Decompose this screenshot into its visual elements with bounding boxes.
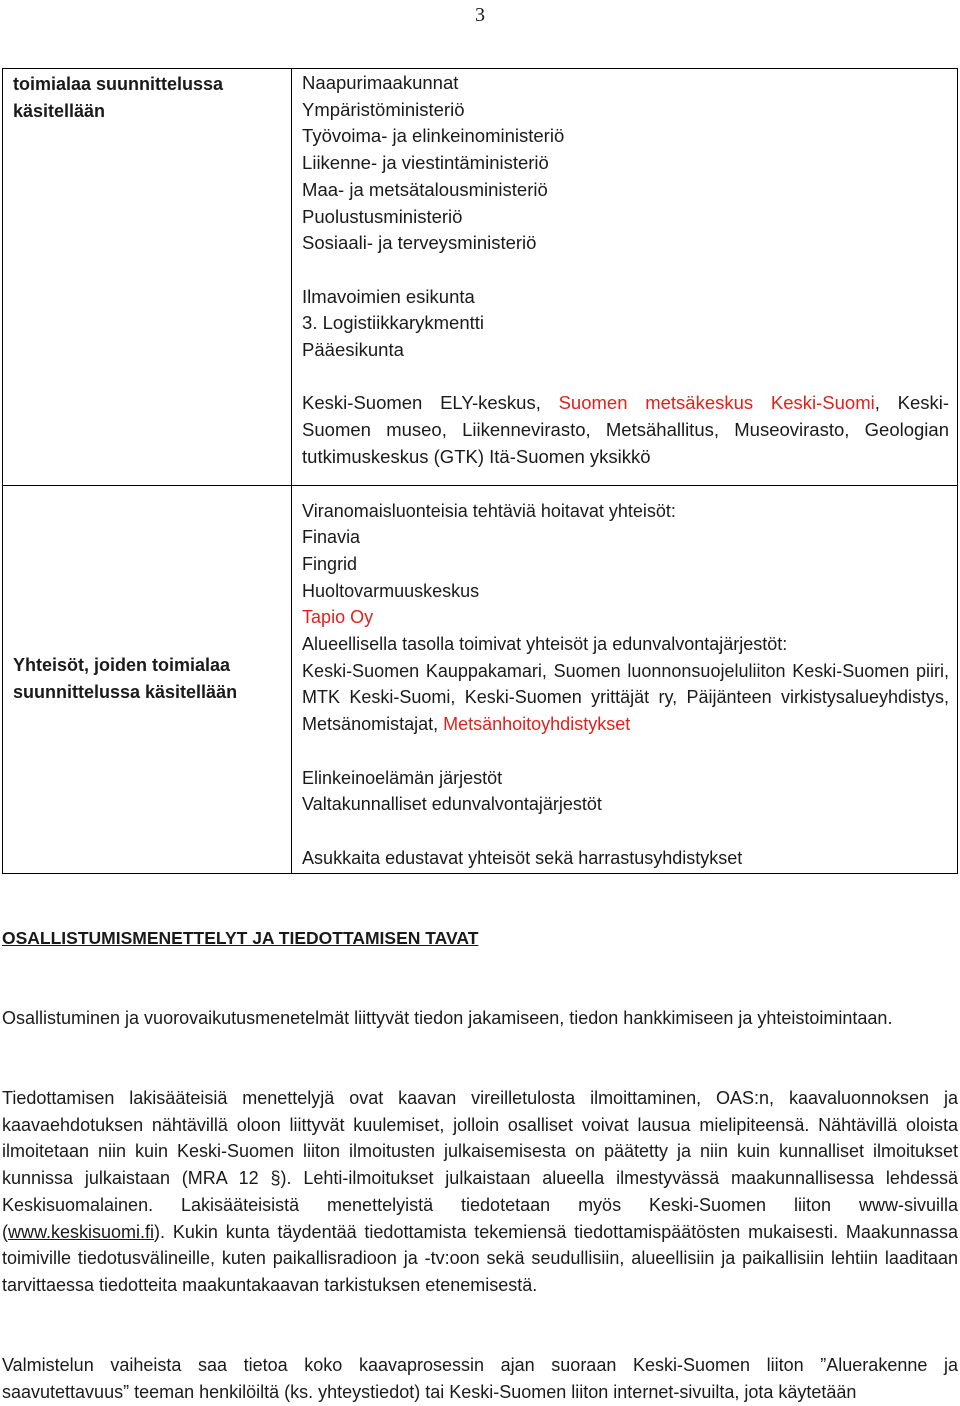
row-label-line: suunnittelussa käsitellään — [13, 682, 238, 703]
table-row-authorities — [3, 69, 958, 486]
paragraph-text: Valmistelun vaiheista saa tietoa koko kaavaprosessin ajan suoraan Keski-Suomen liiton ”Aluerakenne ja saavutettavuus” teeman henkilöiltä (ks. yhteystiedot) tai Keski-Suomen liiton internet-sivuilta, jota käytetään — [2, 1355, 958, 1402]
agencies-text: Keski-Suomen ELY-keskus, — [302, 392, 559, 414]
paragraph-text-part: ). Kukin kunta täydentää tiedottamista tekemiensä tiedottamispäätösten mukaisesti. Maakunnassa toimiville tiedotusvälineille, kuten paikallisradioon ja -tv:oon sekä seudullisiin, alueellisiin ja paikallisiin lehtiin laaditaan tarvittaessa tiedotteita maakuntakaavan tarkistuksen etenemisestä. — [2, 1221, 958, 1295]
list-item: Naapurimaakunnat — [302, 72, 459, 93]
ministries-list — [292, 69, 957, 485]
row-label-line: Yhteisöt, joiden toimialaa — [13, 655, 231, 676]
row-label-cell — [3, 69, 292, 486]
paragraph-text: Osallistuminen ja vuorovaikutusmenetelmät liittyvät tiedon jakamiseen, tiedon hankkimiseen ja yhteistoimintaan. — [2, 1008, 893, 1028]
page-number: 3 — [475, 4, 485, 26]
table-row-communities — [3, 485, 958, 874]
row-label — [3, 652, 291, 706]
row-content-cell — [292, 485, 958, 874]
list-item: Huoltovarmuuskeskus — [302, 580, 480, 601]
list-item: Asukkaita edustavat yhteisöt sekä harrastusyhdistykset — [302, 847, 743, 868]
list-item: Työvoima- ja elinkeinoministeriö — [302, 125, 565, 147]
regional-heading: Alueellisella tasolla toimivat yhteisöt ja edunvalvontajärjestöt: — [302, 634, 788, 655]
list-item: Elinkeinoelämän järjestöt — [302, 767, 503, 788]
list-item: Ympäristöministeriö — [302, 98, 465, 120]
list-item: Finavia — [302, 527, 361, 548]
agencies-text: , Keski-Suomen museo, Liikennevirasto, Metsähallitus, Museovirasto, Geologian tutkimuskeskus (GTK) Itä-Suomen yksikkö — [302, 392, 949, 467]
paragraph-1 — [2, 1005, 958, 1032]
paragraph-3 — [2, 1352, 958, 1405]
row-label — [3, 69, 291, 125]
row-label-line: toimialaa suunnittelussa — [13, 74, 224, 94]
list-item: Pääesikunta — [302, 339, 404, 361]
paragraph-2 — [2, 1085, 958, 1299]
list-item: Ilmavoimien esikunta — [302, 285, 475, 307]
section-heading-block — [2, 925, 958, 951]
participants-table — [2, 68, 958, 874]
list-item: Sosiaali- ja terveysministeriö — [302, 232, 537, 254]
regional-highlight: Metsänhoitoyhdistykset — [443, 714, 631, 735]
regional-paragraph — [302, 658, 949, 738]
list-item: Puolustusministeriö — [302, 205, 463, 227]
list-item: Liikenne- ja viestintäministeriö — [302, 152, 549, 174]
list-item-highlight: Tapio Oy — [302, 607, 374, 628]
row-content-cell — [292, 69, 958, 486]
authority-heading: Viranomaisluonteisia tehtäviä hoitavat yhteisöt: — [302, 500, 676, 521]
list-item: Fingrid — [302, 553, 358, 574]
row-label-cell — [3, 485, 292, 874]
list-item: 3. Logistiikkarykmentti — [302, 312, 485, 334]
list-item: Maa- ja metsätalousministeriö — [302, 178, 548, 200]
paragraph-text — [2, 1085, 958, 1299]
regional-text: Keski-Suomen Kauppakamari, Suomen luonnonsuojeluliiton Keski-Suomen piiri, MTK Keski-Suomi, Keski-Suomen yrittäjät ry, Päijänteen virkistysalueyhdistys, Metsänomistajat, — [302, 660, 949, 735]
row-label-line: käsitellään — [13, 101, 106, 121]
agencies-paragraph — [302, 390, 949, 470]
section-heading: OSALLISTUMISMENETTELYT JA TIEDOTTAMISEN TAVAT — [2, 928, 479, 948]
keskisuomi-link[interactable]: www.keskisuomi.fi — [8, 1221, 155, 1242]
paragraph-text-part: Tiedottamisen lakisääteisiä menettelyjä ovat kaavan vireilletulosta ilmoittaminen, OAS:n, kaavaluonnoksen ja kaavaehdotuksen nähtävillä oloon liittyvät kuulemiset, jolloin osalliset voivat lausua mielipiteensä. Nähtävillä oloista ilmoitetaan niin kuin Keski-Suomen liiton ilmoitusten julkaisemisesta on päätetty ja niin kuin kunnalliset ilmoitukset kunnissa julkaistaan (MRA 12 §). Lehti-ilmoitukset julkaistaan alueella ilmestyvässä maakunnallisessa lehdessä Keskisuomalainen. Lakisääteisistä menettelyistä tiedotetaan myös Keski-Suomen liiton www-sivuilla ( — [2, 1088, 958, 1242]
agencies-highlight: Suomen metsäkeskus Keski-Suomi — [558, 392, 875, 414]
communities-list — [292, 486, 957, 874]
list-item: Valtakunnalliset edunvalvontajärjestöt — [302, 794, 602, 815]
